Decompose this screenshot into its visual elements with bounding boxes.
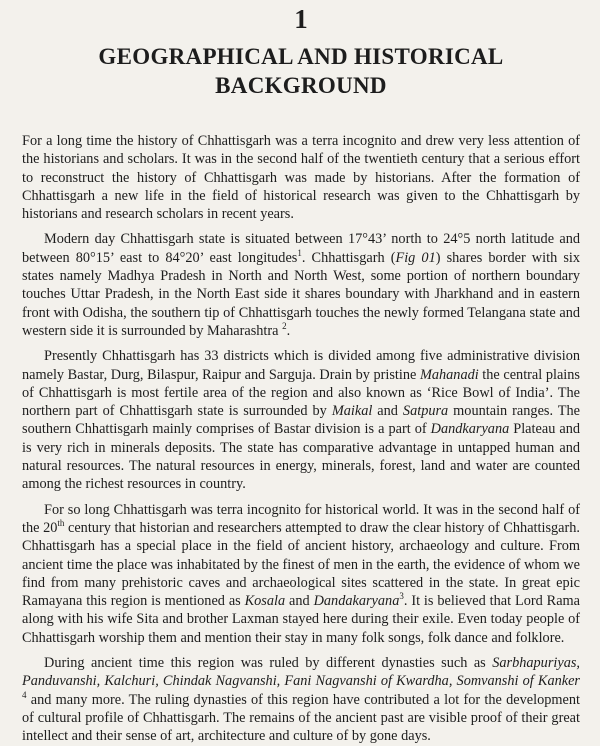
chapter-number: 1 [294,4,308,34]
footnote-ref-2: 2 [282,321,287,332]
paragraph-3: Presently Chhattisgarh has 33 districts which is divided among five administrative division namely Bastar, Durg, Bilaspur, Raipur and Sarguja. Drain by pristine Mahanadi the central plains of Chhattisgarh is most fertile area of the region and also known as ‘Rice Bowl of India’. The northern part of Chhattisgarh state is surrounded by Maikal and Satpura mountain ranges. The southern Chhattisgarh mainly comprises of Bastar division is a part of Dandkaryana Plateau and is very rich in minerals deposits. The state has comparative advantage in untapped human and natural resources. The natural resources in energy, minerals, forest, land and water are counted among the richest resources in country. [22,348,580,493]
figure-ref: Fig 01 [395,249,436,266]
chapter-body [22,132,580,746]
paragraph-2: Modern day Chhattisgarh state is situated between 17°43’ north to 24°5 north latitude and between 80°15’ east to 84°20’ east longitudes$^1$. Chhattisgarh (Fig 01) shares border with six states namely Madhya Pradesh in North and North West, some portion of northern boundary touches Uttar Pradesh, in the North East side it shares boundary with Jharkhand and in eastern front with Odisha, the southern tip of Chhattisgarh touches the newly formed Telangana state and western side it is surrounded by Maharashtra $^2$. [22,231,581,339]
footnote-ref-4: 4 [22,689,27,700]
paragraph-4: For so long Chhattisgarh was terra incognito for historical world. It was in the second half of the 20th century that historian and researchers attempted to draw the clear history of Chhattisgarh. Chhattisgarh has a special place in the field of ancient history, archaeology and culture. From ancient time the place was inhabitated by the finest of men in the earth, the evidence of whom we find from many prehistoric caves and archaeological sites scattered in the state. In great epic Ramayana this region is mentioned as Kosala and Dandakaryana$^3$. It is believed that Lord Rama along with his wife Sita and brother Laxman stayed here during their exile. Even today people of Chhattisgarh worship them and mention their stay in many folk songs, folk dance and folklore. [22,501,581,646]
footnote-ref-1: 1 [297,248,302,259]
footnote-ref-3: 3 [399,591,404,602]
paragraph-1: For a long time the history of Chhattisgarh was a terra incognito and drew very less attention of the historians and scholars. It was in the second half of the twentieth century that a serious effort to reconstruct the history of Chhattisgarh was made by historians. After the formation of Chhattisgarh a new life in the field of historical research was given to the Chhattisgarh by historians and research scholars in recent years. [22,133,580,223]
chapter-title: GEOGRAPHICAL AND HISTORICAL BACKGROUND [98,44,504,98]
paragraph-5: During ancient time this region was ruled by different dynasties such as Sarbhapuriyas, Panduvanshi, Kalchuri, Chindak Nagvanshi, Fani Nagvanshi of Kwardha, Somvanshi of Kanker $^4$ and many more. The ruling dynasties of this region have contributed a lot for the development of cultural profile of Chhattisgarh. The remains of the ancient past are visible proof of their great intellect and their sense of art, architecture and culture of by gone days. [22,655,580,745]
